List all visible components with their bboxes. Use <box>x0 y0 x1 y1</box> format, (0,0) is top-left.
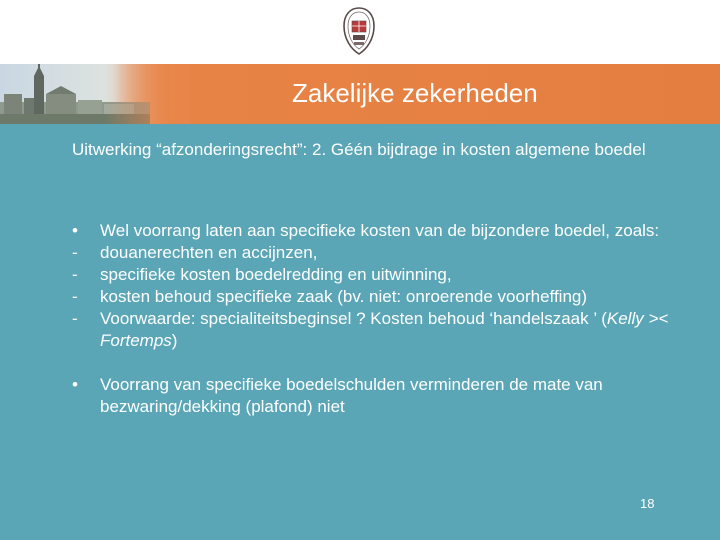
page-number: 18 <box>640 496 655 511</box>
list-item <box>72 374 692 418</box>
city-skyline-photo <box>0 64 190 124</box>
dash-text: kosten behoud specifieke zaak (bv. niet: onroerende voorheffing) <box>100 287 588 306</box>
header-bar <box>0 64 720 124</box>
content-area <box>0 124 720 540</box>
header-photo <box>0 64 190 124</box>
list-gap <box>72 352 692 374</box>
list-item <box>72 242 692 264</box>
dash-text: douanerechten en accijnzen, <box>100 243 318 262</box>
dash-text-before: Voorwaarde: specialiteitsbeginsel ? Kosten behoud ‘handelszaak ’ ( <box>100 309 607 328</box>
case-name-kelly: Kelly <box>606 309 644 328</box>
bullet-marker: • <box>72 221 78 240</box>
top-band <box>0 0 720 64</box>
dash-text-after: ) <box>171 331 178 350</box>
bullet-list <box>72 220 692 418</box>
case-separator: >< <box>643 309 669 328</box>
dash-text: specifieke kosten boedelredding en uitwinning, <box>100 265 452 284</box>
slide-subtitle: Uitwerking “afzonderingsrecht”: 2. Géén bijdrage in kosten algemene boedel <box>72 140 646 159</box>
dash-marker: - <box>72 309 78 328</box>
list-item <box>72 308 692 352</box>
list-item <box>72 220 692 242</box>
bullet-text: Voorrang van specifieke boedelschulden verminderen de mate van bezwaring/dekking (plafond) niet <box>100 375 603 416</box>
dash-marker: - <box>72 265 78 284</box>
bullet-text: Wel voorrang laten aan specifieke kosten van de bijzondere boedel, zoals: <box>100 221 660 240</box>
dash-marker: - <box>72 287 78 306</box>
bullet-marker: • <box>72 375 78 394</box>
university-seal-logo <box>341 6 377 56</box>
dash-marker: - <box>72 243 78 262</box>
list-item <box>72 264 692 286</box>
case-name-fortemps: Fortemps <box>100 331 172 350</box>
slide-title: Zakelijke zekerheden <box>292 78 538 108</box>
list-item <box>72 286 692 308</box>
